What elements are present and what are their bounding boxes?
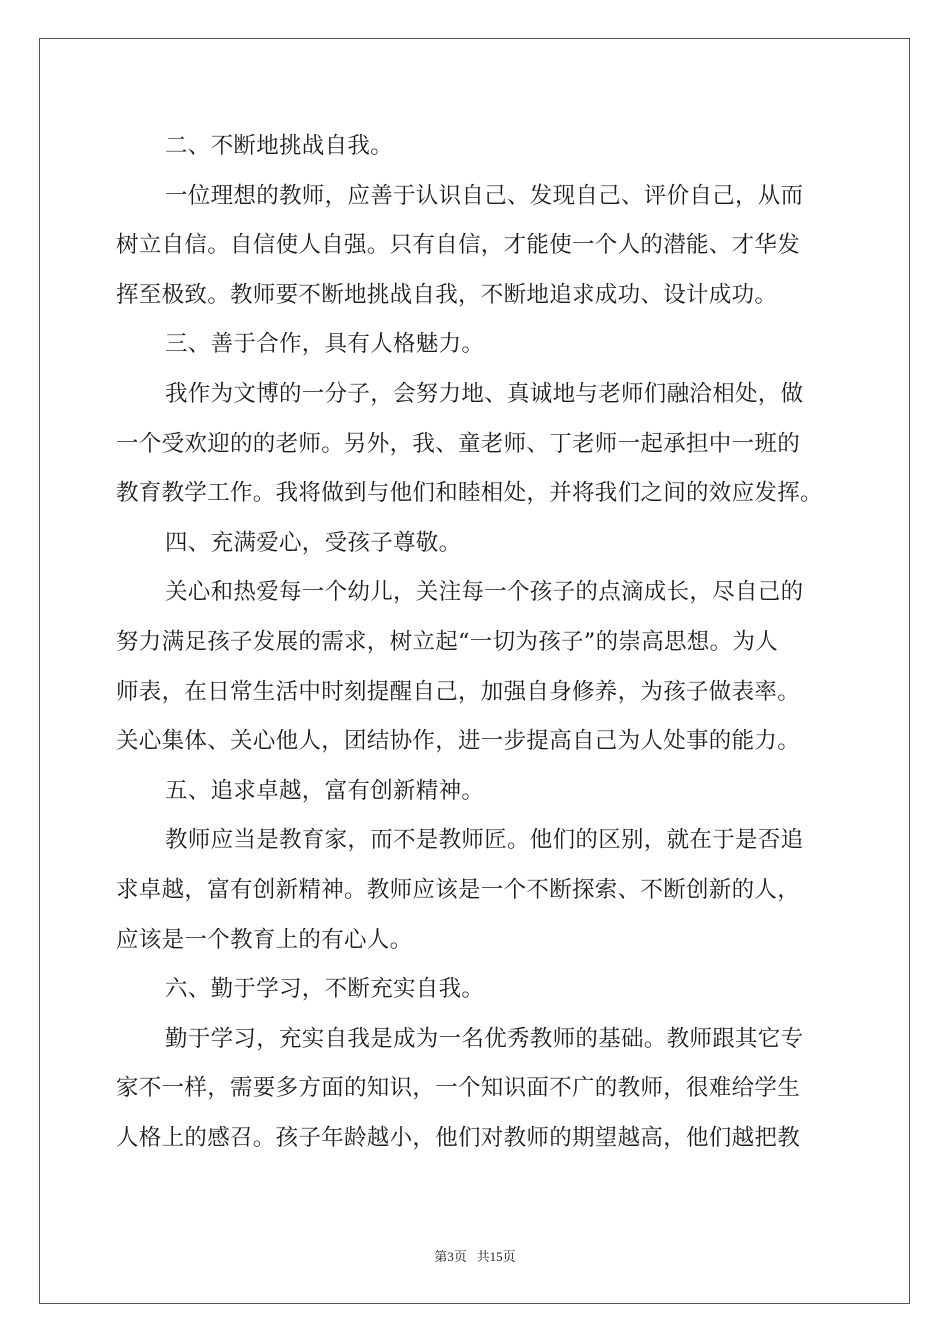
paragraph-line: 努力满足孩子发展的需求，树立起“一切为孩子”的崇高思想。为人 xyxy=(116,628,779,655)
paragraph-line: 一位理想的教师，应善于认识自己、发现自己、评价自己，从而 xyxy=(165,182,804,209)
document-body xyxy=(116,122,846,1163)
page-number-footer: 第3页 共15页 xyxy=(434,1249,516,1264)
paragraph-line: 树立自信。自信使人自强。只有自信，才能使一个人的潜能、才华发 xyxy=(116,232,801,259)
paragraph-line: 我作为文博的一分子，会努力地、真诚地与老师们融洽相处，做 xyxy=(165,380,804,407)
section-heading: 五、追求卓越，富有创新精神。 xyxy=(165,777,485,804)
paragraph-line: 关心集体、关心他人，团结协作，进一步提高自己为人处事的能力。 xyxy=(116,728,801,755)
paragraph-line: 一个受欢迎的的老师。另外，我、童老师、丁老师一起承担中一班的 xyxy=(116,430,801,457)
paragraph-line: 关心和热爱每一个幼儿，关注每一个孩子的点滴成长，尽自己的 xyxy=(165,579,804,606)
section-heading: 三、善于合作，具有人格魅力。 xyxy=(165,331,485,358)
paragraph-line: 应该是一个教育上的有心人。 xyxy=(116,926,413,953)
paragraph-line: 教师应当是教育家，而不是教师匠。他们的区别，就在于是否追 xyxy=(165,827,804,854)
paragraph-line: 家不一样，需要多方面的知识，一个知识面不广的教师，很难给学生 xyxy=(116,1075,801,1102)
paragraph-line: 求卓越，富有创新精神。教师应该是一个不断探索、不断创新的人， xyxy=(116,876,801,903)
section-heading: 六、勤于学习，不断充实自我。 xyxy=(165,976,485,1003)
section-heading: 四、充满爱心，受孩子尊敬。 xyxy=(165,529,462,556)
paragraph-line: 挥至极致。教师要不断地挑战自我，不断地追求成功、设计成功。 xyxy=(116,281,778,308)
paragraph-line: 教育教学工作。我将做到与他们和睦相处，并将我们之间的效应发挥。 xyxy=(116,480,823,507)
paragraph-line: 师表，在日常生活中时刻提醒自己，加强自身修养，为孩子做表率。 xyxy=(116,678,801,705)
section-heading: 二、不断地挑战自我。 xyxy=(165,133,394,159)
paragraph-line: 人格上的感召。孩子年龄越小，他们对教师的期望越高，他们越把教 xyxy=(116,1124,801,1151)
paragraph-line: 勤于学习，充实自我是成为一名优秀教师的基础。教师跟其它专 xyxy=(165,1025,804,1052)
